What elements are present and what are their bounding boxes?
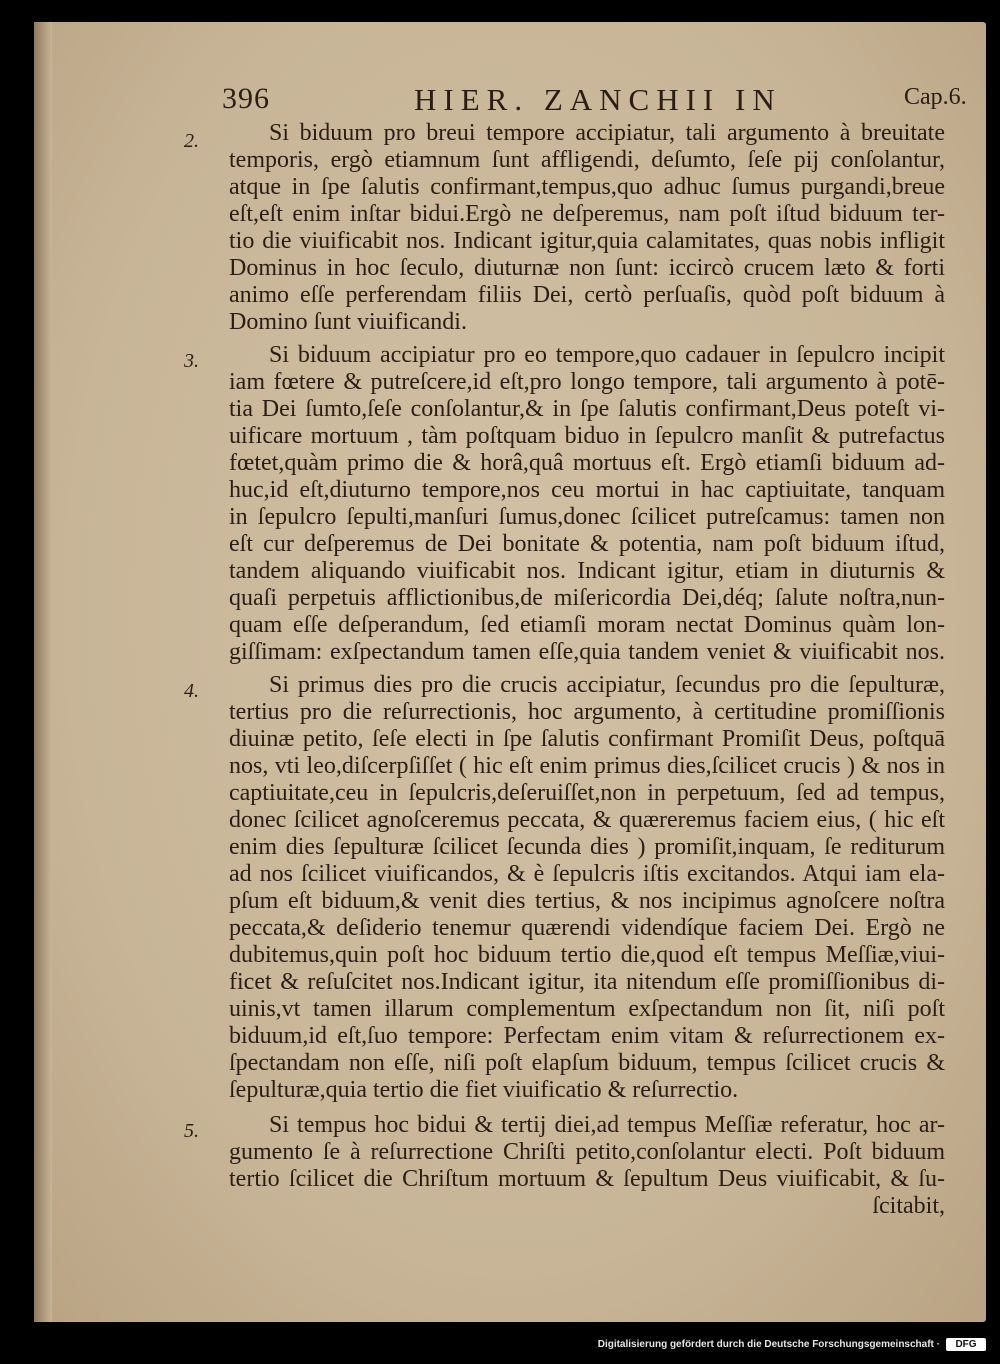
text-line: tertius pro die reſurrectionis, hoc argumento, à certitudine promiſſionis — [229, 699, 945, 725]
text-line: uinis,vt tamen illarum complementum exſpectandum non ſit, niſi poſt — [229, 996, 945, 1022]
text-line: pſum eſt biduum,& venit dies tertius, & nos incipimus agnoſcere noſtra — [229, 888, 945, 914]
page-number: 396 — [222, 82, 270, 115]
text-line: Si tempus hoc bidui & tertij diei,ad tempus Meſſiæ referatur, hoc ar- — [269, 1112, 945, 1138]
section-marker: 3. — [184, 350, 199, 372]
section-marker: 4. — [184, 680, 199, 702]
catchword: ſcitabit, — [872, 1193, 945, 1219]
text-line: tia Dei ſumto,ſeſe conſolantur,& in ſpe ſalutis confirmant,Deus poteſt vi- — [229, 396, 945, 422]
text-line: temporis, ergò etiamnum ſunt affligendi, deſumto, ſeſe pij conſolantur, — [229, 147, 945, 173]
section-marker: 2. — [184, 130, 199, 152]
text-line: tio die viuificabit nos. Indicant igitur,quia calamitates, quas nobis infligit — [229, 228, 945, 254]
text-line: peccata,& deſiderio tenemur quærendi videndíque faciem Dei. Ergò ne — [229, 915, 945, 941]
digitization-footer — [0, 1322, 1000, 1364]
text-line: atque in ſpe ſalutis confirmant,tempus,quo adhuc ſumus purgandi,breue — [229, 174, 945, 200]
text-line: in ſepulcro ſepulti,manſuri ſumus,donec ſcilicet putreſcamus: tamen non — [229, 504, 945, 530]
text-line: fœtet,quàm primo die & horâ,quâ mortuus eſt. Ergò etiamſi biduum ad- — [229, 450, 945, 476]
text-line: quam eſſe deſperandum, ſed etiamſi moram nectat Dominus quàm lon- — [229, 612, 945, 638]
section-marker: 5. — [184, 1120, 199, 1142]
text-line: Si primus dies pro die crucis accipiatur, ſecundus pro die ſepulturæ, — [269, 672, 945, 698]
text-line: diuinæ petito, ſeſe electi in ſpe ſalutis confirmant Promiſit Deus, poſtquā — [229, 726, 945, 752]
text-line: Dominus in hoc ſeculo, diuturnæ non ſunt: iccircò crucem læto & forti — [229, 255, 945, 281]
text-line: nos, vti leo,diſcerpſiſſet ( hic eſt enim primus dies,ſcilicet crucis ) & nos in — [229, 753, 945, 779]
text-line: ficet & reſuſcitet nos.Indicant igitur, ita nitendum eſſe promiſſionibus di- — [229, 969, 945, 995]
text-line: gumento ſe à reſurrectione Chriſti petito,conſolantur electi. Poſt biduum — [229, 1139, 945, 1165]
page-gutter-shadow — [34, 22, 52, 1322]
text-line: Si biduum accipiatur pro eo tempore,quo cadauer in ſepulcro incipit — [269, 342, 945, 368]
text-line: captiuitate,ceu in ſepulcris,deſeruiſſet,non in perpetuum, ſed ad tempus, — [229, 780, 945, 806]
text-line: quaſi perpetuis afflictionibus,de miſericordia Dei,déq; ſalute noſtra,nun- — [229, 585, 945, 611]
text-line: dubitemus,quin poſt hoc biduum tertio die,quod eſt tempus Meſſiæ,viui- — [229, 942, 945, 968]
text-line: ſepulturæ,quia tertio die fiet viuificatio & reſurrectio. — [229, 1077, 739, 1103]
text-line: huc,id eſt,diuturno tempore,nos ceu mortui in hac captiuitate, tanquam — [229, 477, 945, 503]
dfg-logo: DFG — [946, 1338, 986, 1351]
text-line: eſt,eſt enim inſtar bidui.Ergò ne deſperemus, nam poſt iſtud biduum ter- — [229, 201, 945, 227]
text-line: tandem aliquando viuificabit nos. Indicant igitur, etiam in diuturnis & — [229, 558, 945, 584]
running-title: HIER. ZANCHII IN — [414, 82, 782, 117]
text-line: tertio ſcilicet die Chriſtum mortuum & ſepultum Deus viuificabit, & ſu- — [229, 1166, 945, 1192]
text-line: biduum,id eſt,ſuo tempore: Perfectam enim vitam & reſurrectionem ex- — [229, 1023, 945, 1049]
text-line: donec ſcilicet agnoſceremus peccata, & quæreremus faciem eius, ( hic eſt — [229, 807, 945, 833]
text-line: ad nos ſcilicet viuificandos, & è ſepulcris iſtis excitandos. Atqui iam ela- — [229, 861, 945, 887]
text-line: Si biduum pro breui tempore accipiatur, tali argumento à breuitate — [269, 120, 945, 146]
text-line: uificare mortuum , tàm poſtquam biduo in ſepulcro manſit & putrefactus — [229, 423, 945, 449]
chapter-label: Cap.6. — [904, 84, 967, 110]
text-line: animo eſſe perferendam filiis Dei, certò perſuaſis, quòd poſt biduum à — [229, 282, 945, 308]
text-line: Domino ſunt viuificandi. — [229, 309, 467, 335]
text-line: iam fœtere & putreſcere,id eſt,pro longo tempore, tali argumento à potē- — [229, 369, 945, 395]
text-line: eſt cur deſperemus de Dei bonitate & potentia, nam poſt biduum iſtud, — [229, 531, 945, 557]
text-line: giſſimam: exſpectandum tamen eſſe,quia tandem veniet & viuificabit nos. — [229, 639, 945, 665]
text-line: enim dies ſepulturæ ſcilicet ſecunda dies ) promiſit,inquam, ſe rediturum — [229, 834, 945, 860]
footer-credit: Digitalisierung gefördert durch die Deutsche Forschungsgemeinschaft · — [597, 1339, 940, 1350]
text-line: ſpectandam non eſſe, niſi poſt elapſum biduum, tempus ſcilicet crucis & — [229, 1050, 945, 1076]
